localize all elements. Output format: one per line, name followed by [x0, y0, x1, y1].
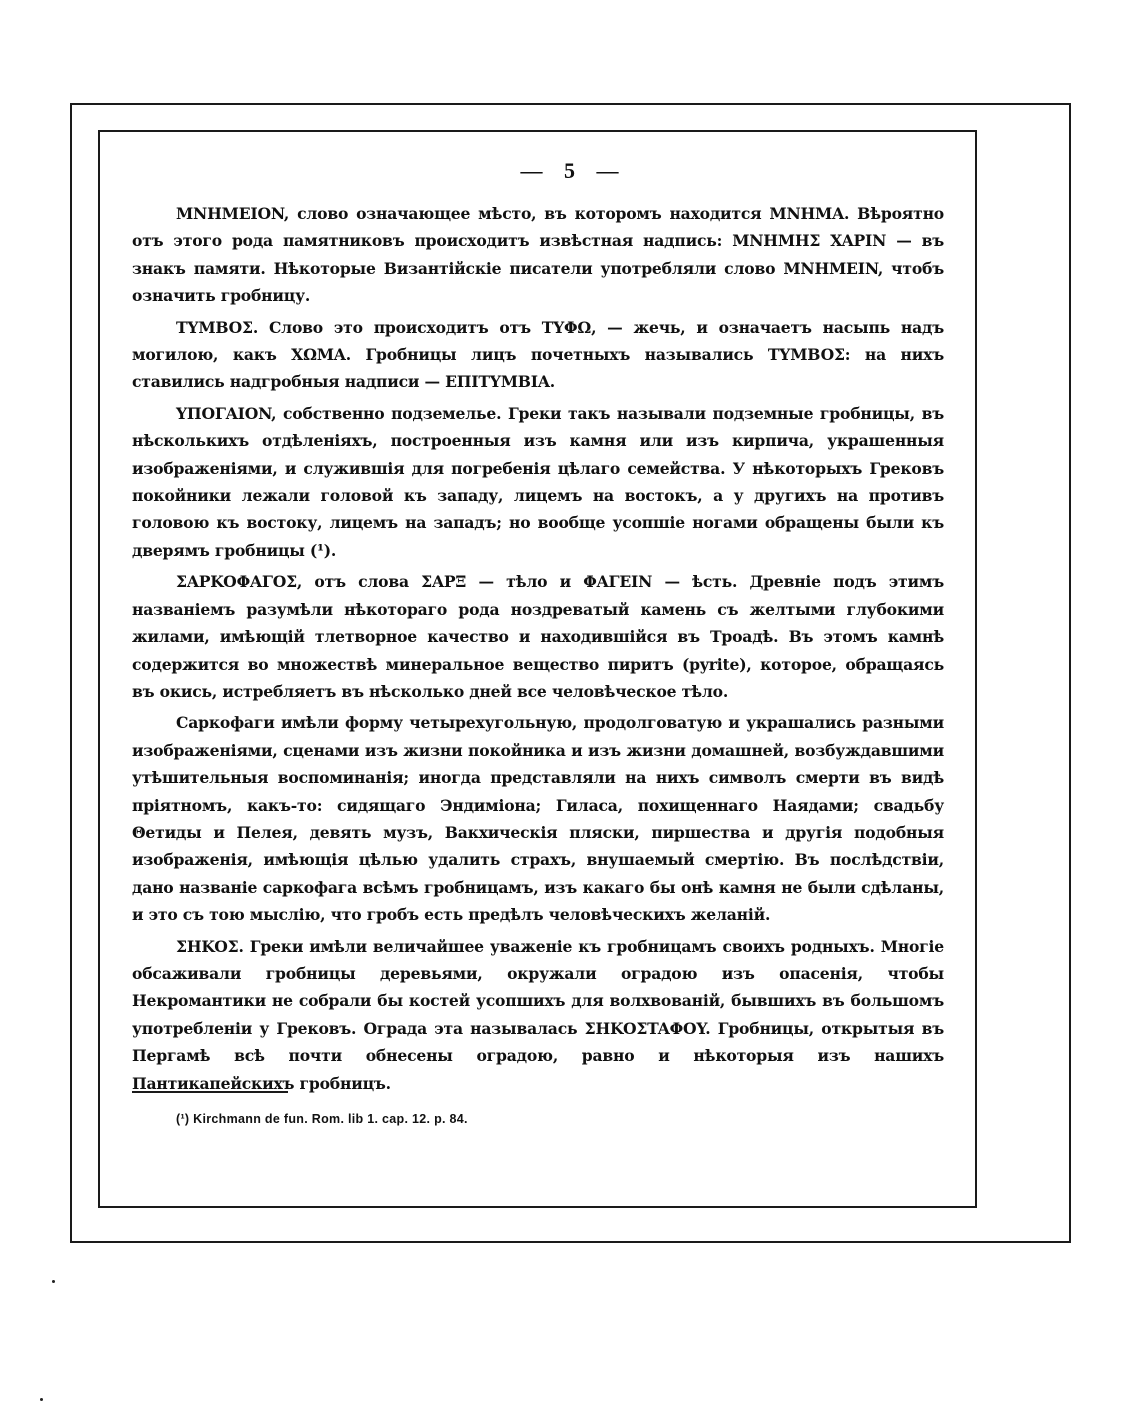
page-number	[0, 158, 1140, 184]
page-number-dash-right: —	[596, 158, 620, 183]
paragraph-sarcophagi-form: Саркофаги имѣли форму четырехугольную, продолговатую и украшались разными изображеніями, сценами изъ жизни покойника и изъ жизни домашней, возбуждавшими утѣшительныя воспоминанія; иногда представляли на нихъ символъ смерти въ видѣ пріятномъ, какъ-то: сидящаго Эндиміона; Гиласа, похищеннаго Наядами; свадьбу Θетиды и Пелея, девять музъ, Вакхическія пляски, пиршества и другія подобныя изображенія, имѣющія цѣлью удалить страхъ, внушаемый смертію. Въ послѣдствіи, дано названіе саркофага всѣмъ гробницамъ, изъ какаго бы онѣ камня не были сдѣланы, и это съ тою мыслію, что гробъ есть предѣлъ человѣческихъ желаній.	[132, 713, 944, 925]
paragraph-ypogaion: YΠOΓAION, собственно подземелье. Греки такъ называли подземные гробницы, въ нѣсколькихъ отдѣленіяхъ, построенныя изъ камня или изъ кирпича, украшенныя изображеніями, и служившія для погребенія цѣлаго семейства. У нѣкоторыхъ Грековъ покойники лежали головой къ западу, лицемъ на востокъ, а у другихъ на противъ головою къ востоку, лицемъ на западъ; но вообще усопшіе ногами обращены были къ дверямъ гробницы (¹).	[132, 403, 944, 560]
scan-speck	[52, 1280, 55, 1283]
page-number-value: 5	[564, 158, 576, 183]
page-number-dash-left: —	[520, 158, 544, 183]
footnote: (¹) Kirchmann de fun. Rom. lib 1. cap. 12. p. 84.	[176, 1112, 468, 1126]
paragraph-mnhmeion: MNHMEION, слово означающее мѣсто, въ которомъ находится MNHMA. Вѣроятно отъ этого рода памятниковъ происходитъ извѣстная надпись: MNHMHΣ XAPIN — въ знакъ памяти. Нѣкоторые Византійскіе писатели употребляли слово MNHMEIN, чтобъ означить гробницу.	[132, 204, 944, 306]
scan-speck	[40, 1398, 43, 1401]
paragraph-sarkophagos: ΣAPKOΦAΓOΣ, отъ слова ΣAPΞ — тѣло и ΦAΓEIN — ѣсть. Древніе подъ этимъ названіемъ разумѣли нѣкотораго рода ноздреватый камень съ желтыми глубокими жилами, имѣющій тлетворное качество и находившійся въ Троадѣ. Въ этомъ камнѣ содержится во множествѣ минеральное вещество пиритъ (pyrite), которое, обращаясь въ окись, истребляетъ въ нѣсколько дней все человѣческое тѣло.	[132, 572, 944, 701]
footnote-separator-rule	[132, 1091, 288, 1093]
body-text	[132, 200, 944, 1101]
paragraph-sekos: ΣHKOΣ. Греки имѣли величайшее уваженіе къ гробницамъ своихъ родныхъ. Многіе обсаживали гробницы деревьями, окружали оградою изъ опасенія, чтобы Некромантики не собрали бы костей усопшихъ для волхвованій, бывшихъ въ большомъ употребленіи у Грековъ. Ограда эта называлась ΣHKOΣTAΦOY. Гробницы, открытыя въ Пергамѣ всѣ почти обнесены оградою, равно и нѣкоторыя изъ нашихъ Пантикапейскихъ гробницъ.	[132, 936, 944, 1093]
paragraph-tymbos: TYMBOΣ. Слово это происходитъ отъ TYΦΩ, — жечь, и означаетъ насыпь надъ могилою, какъ XΩMA. Гробницы лицъ почетныхъ назывались TYMBOΣ: на нихъ ставились надгробныя надписи — EΠITYMBIA.	[132, 317, 944, 392]
